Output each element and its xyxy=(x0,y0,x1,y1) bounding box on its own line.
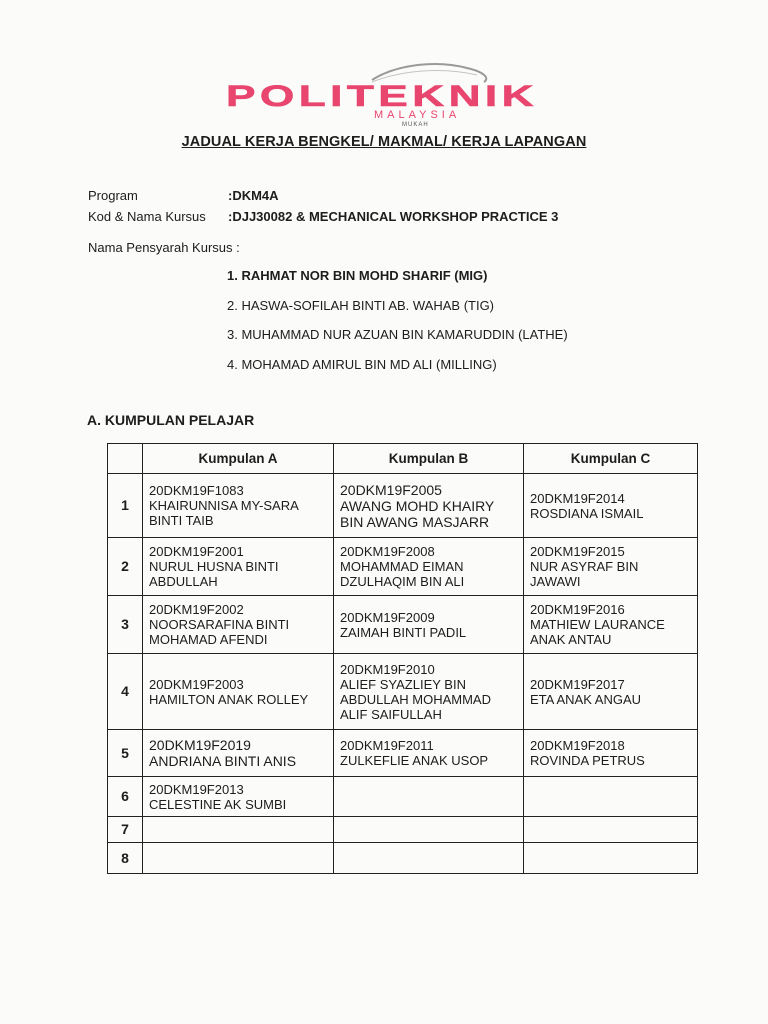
cell-text: 20DKM19F2018 xyxy=(530,738,625,753)
course-row xyxy=(88,209,688,227)
group-b-cell xyxy=(334,654,524,730)
cell-text: ZAIMAH BINTI PADIL xyxy=(340,624,467,640)
group-c-cell xyxy=(524,817,698,843)
cell-text: 20DKM19F2003 xyxy=(149,676,244,692)
student-groups-table xyxy=(107,443,698,874)
group-c-cell xyxy=(524,474,698,538)
cell-text: 20DKM19F2016 xyxy=(530,602,625,617)
cell-text: 20DKM19F2011 xyxy=(340,738,434,753)
cell-text: ZULKEFLIE ANAK USOP xyxy=(340,753,489,768)
lecturer-item: 4. MOHAMAD AMIRUL BIN MD ALI (MILLING) xyxy=(227,357,497,372)
group-c-cell xyxy=(524,596,698,654)
group-a-cell xyxy=(143,730,334,777)
cell-text: 20DKM19F2001 xyxy=(149,544,244,559)
group-a-cell xyxy=(143,474,334,538)
lecturer-item: 3. MUHAMMAD NUR AZUAN BIN KAMARUDDIN (LATHE) xyxy=(227,327,568,342)
cell-text: ALIF SAIFULLAH xyxy=(340,706,442,722)
group-b-cell xyxy=(334,538,524,596)
lecturers-label: Nama Pensyarah Kursus : xyxy=(88,240,240,255)
course-value: :DJJ30082 & MECHANICAL WORKSHOP PRACTICE 3 xyxy=(228,209,559,224)
group-a-cell xyxy=(143,843,334,874)
logo-campus-text: MUKAH xyxy=(402,122,429,128)
logo-name-text: POLITEKNIK xyxy=(226,80,538,113)
cell-text: KHAIRUNNISA MY-SARA xyxy=(149,498,299,513)
cell-text: ABDULLAH xyxy=(149,574,218,589)
row-number: 2 xyxy=(108,538,143,596)
cell-text: NUR ASYRAF BIN xyxy=(530,559,639,574)
cell-text: NURUL HUSNA BINTI xyxy=(149,559,279,574)
table-row xyxy=(108,538,698,596)
group-a-cell xyxy=(143,538,334,596)
row-number: 5 xyxy=(108,730,143,777)
group-b-cell xyxy=(334,843,524,874)
table-row xyxy=(108,777,698,817)
row-number: 4 xyxy=(108,654,143,730)
section-title: A. KUMPULAN PELAJAR xyxy=(87,412,255,428)
group-b-cell xyxy=(334,817,524,843)
cell-text: MOHAMMAD EIMAN xyxy=(340,559,464,574)
document-title: JADUAL KERJA BENGKEL/ MAKMAL/ KERJA LAPANGAN xyxy=(181,134,587,150)
cell-text: MATHIEW LAURANCE xyxy=(530,617,665,632)
group-a-cell xyxy=(143,817,334,843)
row-number: 8 xyxy=(108,843,143,874)
group-b-cell xyxy=(334,474,524,538)
program-label: Program xyxy=(88,188,138,203)
cell-text: BIN AWANG MASJARR xyxy=(340,513,490,530)
group-a-cell xyxy=(143,596,334,654)
group-b-cell xyxy=(334,730,524,777)
group-c-cell xyxy=(524,843,698,874)
group-a-cell xyxy=(143,777,334,817)
cell-text: 20DKM19F2010 xyxy=(340,661,435,677)
column-header: Kumpulan C xyxy=(524,444,698,474)
cell-text: HAMILTON ANAK ROLLEY xyxy=(149,691,309,707)
cell-text: ETA ANAK ANGAU xyxy=(530,691,642,707)
cell-text: 20DKM19F2008 xyxy=(340,544,435,559)
cell-text: 20DKM19F1083 xyxy=(149,483,244,498)
group-c-cell xyxy=(524,777,698,817)
table-header-row xyxy=(108,444,698,474)
table-row xyxy=(108,654,698,730)
cell-text: ALIEF SYAZLIEY BIN xyxy=(340,676,466,692)
cell-text: NOORSARAFINA BINTI xyxy=(149,617,290,632)
cell-text: ROSDIANA ISMAIL xyxy=(530,505,644,521)
cell-text: 20DKM19F2015 xyxy=(530,544,625,559)
row-number: 7 xyxy=(108,817,143,843)
logo-subtitle-text: MALAYSIA xyxy=(374,109,461,121)
table-row xyxy=(108,730,698,777)
table-row xyxy=(108,474,698,538)
program-row xyxy=(88,188,688,206)
cell-text: BINTI TAIB xyxy=(149,513,214,528)
column-header xyxy=(108,444,143,474)
row-number: 3 xyxy=(108,596,143,654)
lecturer-item: 2. HASWA-SOFILAH BINTI AB. WAHAB (TIG) xyxy=(227,298,495,313)
cell-text: JAWAWI xyxy=(530,574,581,589)
cell-text: 20DKM19F2017 xyxy=(530,676,625,692)
cell-text: 20DKM19F2005 xyxy=(340,481,442,498)
cell-text: 20DKM19F2014 xyxy=(530,490,625,506)
cell-text: CELESTINE AK SUMBI xyxy=(149,796,287,812)
cell-text: 20DKM19F2002 xyxy=(149,602,244,617)
group-b-cell xyxy=(334,777,524,817)
lecturer-item: 1. RAHMAT NOR BIN MOHD SHARIF (MIG) xyxy=(227,268,488,283)
cell-text: MOHAMAD AFENDI xyxy=(149,632,268,647)
cell-text: 20DKM19F2009 xyxy=(340,609,435,625)
cell-text: 20DKM19F2019 xyxy=(149,737,251,753)
course-label: Kod & Nama Kursus xyxy=(88,209,206,224)
group-c-cell xyxy=(524,730,698,777)
politeknik-logo xyxy=(222,58,542,128)
column-header: Kumpulan B xyxy=(334,444,524,474)
cell-text: ABDULLAH MOHAMMAD xyxy=(340,691,491,707)
table-body xyxy=(108,474,698,874)
cell-text: 20DKM19F2013 xyxy=(149,781,244,797)
cell-text: ANDRIANA BINTI ANIS xyxy=(149,753,297,769)
group-b-cell xyxy=(334,596,524,654)
table-row xyxy=(108,596,698,654)
row-number: 6 xyxy=(108,777,143,817)
group-c-cell xyxy=(524,538,698,596)
cell-text: AWANG MOHD KHAIRY xyxy=(340,497,495,514)
column-header: Kumpulan A xyxy=(143,444,334,474)
group-a-cell xyxy=(143,654,334,730)
row-number: 1 xyxy=(108,474,143,538)
program-value: :DKM4A xyxy=(228,188,279,203)
cell-text: ROVINDA PETRUS xyxy=(530,753,645,768)
cell-text: ANAK ANTAU xyxy=(530,632,612,647)
table-row xyxy=(108,843,698,874)
lecturers-row xyxy=(88,240,388,258)
cell-text: DZULHAQIM BIN ALI xyxy=(340,574,465,589)
table-row xyxy=(108,817,698,843)
group-c-cell xyxy=(524,654,698,730)
